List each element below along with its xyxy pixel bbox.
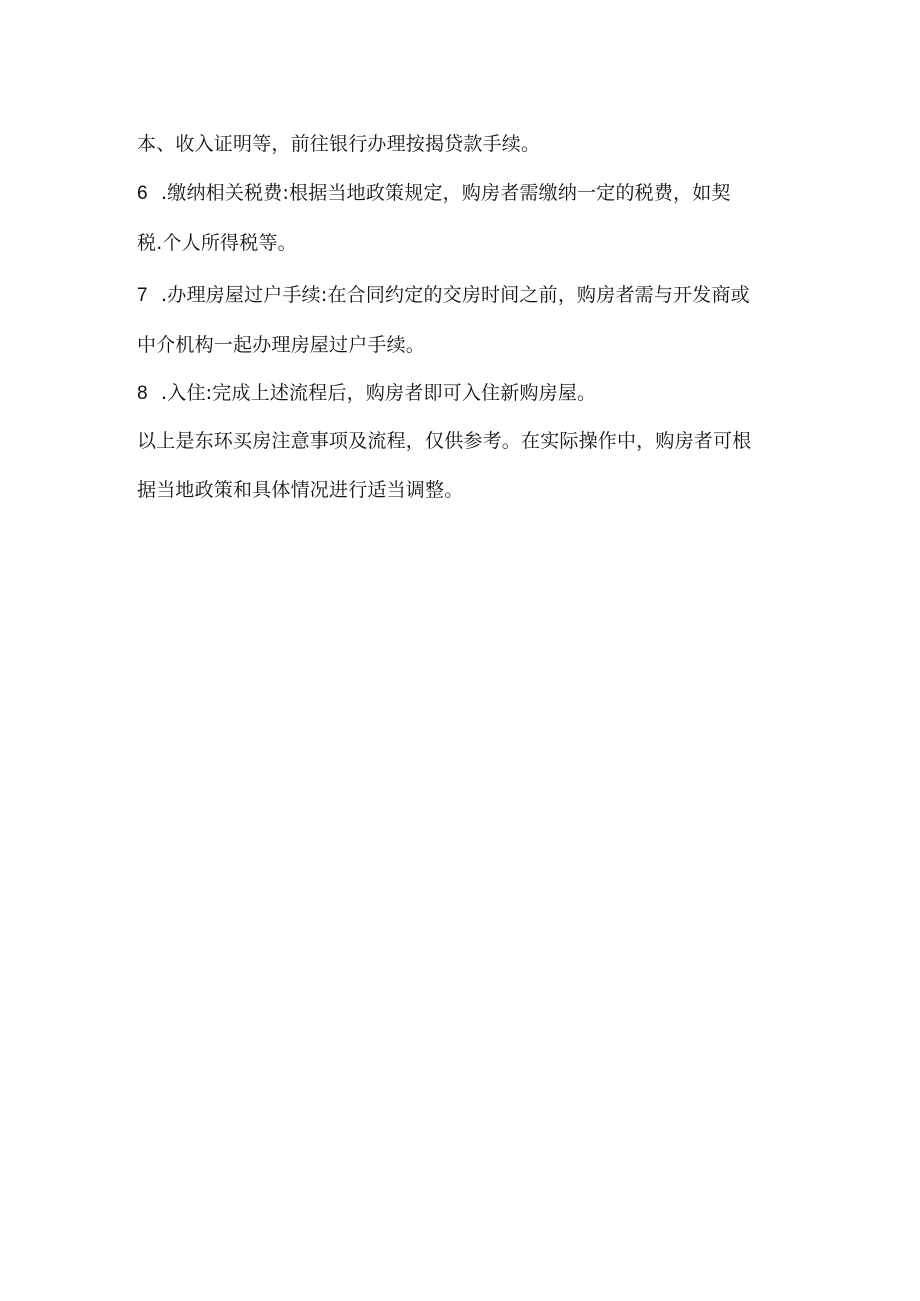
line-text: .办理房屋过户手续:在合同约定的交房时间之前，购房者需与开发商或 bbox=[161, 284, 750, 306]
line-text: .入住:完成上述流程后，购房者即可入住新购房屋。 bbox=[161, 382, 597, 404]
paragraph-line bbox=[137, 428, 797, 454]
list-number: 7 bbox=[137, 285, 148, 306]
line-text: 以上是东环买房注意事项及流程，仅供参考。在实际操作中，购房者可根 bbox=[137, 430, 752, 452]
list-number: 8 bbox=[137, 383, 148, 404]
line-text: 税.个人所得税等。 bbox=[137, 232, 297, 254]
list-item-8 bbox=[137, 380, 797, 407]
line-text: 本、收入证明等，前往银行办理按揭贷款手续。 bbox=[137, 133, 541, 155]
paragraph-line bbox=[137, 230, 797, 256]
line-text: 据当地政策和具体情况进行适当调整。 bbox=[137, 479, 464, 501]
list-item-6 bbox=[137, 180, 797, 207]
paragraph-line bbox=[137, 131, 797, 157]
line-text: 中介机构一起办理房屋过户手续。 bbox=[137, 334, 426, 356]
line-text: .缴纳相关税费:根据当地政策规定，购房者需缴纳一定的税费，如契 bbox=[161, 182, 731, 204]
paragraph-line bbox=[137, 477, 797, 503]
paragraph-line bbox=[137, 332, 797, 358]
list-number: 6 bbox=[137, 183, 148, 204]
list-item-7 bbox=[137, 282, 797, 309]
